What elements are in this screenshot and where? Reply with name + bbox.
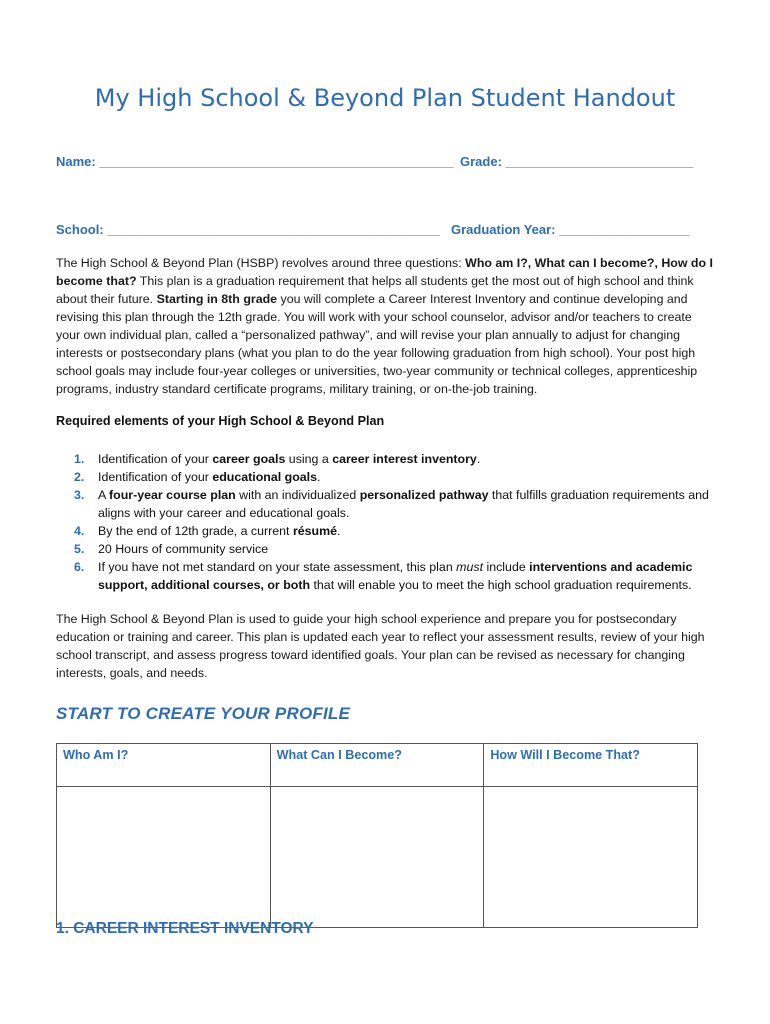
list-bold: career goals	[212, 452, 286, 466]
list-bold: four-year course plan	[109, 488, 236, 502]
intro-text-2: This plan is a graduation requirement that helps all students get the most out of high school and think about their future.	[56, 274, 694, 306]
list-text: that fulfills graduation requirements and aligns with your career and educational goals.	[98, 488, 709, 520]
column-header-how-will-i-become: How Will I Become That?	[484, 744, 698, 787]
list-bold: interventions and academic support, additional courses, or both	[98, 560, 693, 592]
list-text: with an individualized	[235, 488, 360, 502]
list-text: Identification of your	[98, 470, 213, 484]
list-number: 3.	[74, 488, 85, 502]
profile-entry-row	[57, 787, 698, 928]
how-will-i-become-cell[interactable]	[484, 787, 698, 928]
list-number: 4.	[74, 524, 85, 538]
list-bold: educational goals	[212, 470, 317, 484]
list-number: 5.	[74, 542, 85, 556]
list-text: include	[483, 560, 530, 574]
list-bold: career interest inventory	[332, 452, 477, 466]
list-bold: résumé	[292, 524, 338, 538]
list-item	[56, 450, 716, 468]
list-item	[56, 468, 716, 486]
intro-text-3: you will complete a Career Interest Inventory and continue developing and revising this plan through the 12th grade. You will work with your school counselor, advisor and/or teachers to create your own individual plan, called a “personalized pathway”, and will revise your plan annually to adjust for changing interests or postsecondary plans (what you plan to do the year following graduation from high school). Your post high school goals may include four-year colleges or universities, two-year community or technical colleges, apprenticeship programs, industry standard certificate programs, military training, or on-the-job training.	[56, 292, 698, 396]
list-text: .	[337, 524, 341, 538]
school-field: School: ______________________________________________	[56, 222, 440, 237]
list-text: By the end of 12th grade, a current	[98, 524, 293, 538]
list-item	[56, 540, 716, 558]
profile-header-row	[57, 744, 698, 787]
what-can-i-become-cell[interactable]	[270, 787, 484, 928]
list-number: 2.	[74, 470, 85, 484]
list-text: .	[317, 470, 321, 484]
intro-paragraph	[56, 254, 716, 398]
section-heading-career-inventory: 1. CAREER INTEREST INVENTORY	[56, 920, 314, 937]
required-elements-heading: Required elements of your High School & Beyond Plan	[56, 414, 385, 428]
profile-heading: START TO CREATE YOUR PROFILE	[56, 704, 350, 723]
name-field: Name: _________________________________________________	[56, 154, 454, 169]
list-text: .	[476, 452, 481, 466]
list-text: A	[98, 488, 110, 502]
intro-text-1: The High School & Beyond Plan (HSBP) revolves around three questions:	[56, 256, 466, 270]
intro-start-grade: Starting in 8th grade	[156, 292, 278, 306]
list-number: 6.	[74, 560, 85, 574]
graduation-year-field: Graduation Year: __________________	[451, 222, 690, 237]
list-italic: must	[456, 560, 484, 574]
profile-table	[56, 743, 698, 928]
who-am-i-cell[interactable]	[57, 787, 271, 928]
list-text: Identification of your	[98, 452, 213, 466]
page-title: My High School & Beyond Plan Student Handout	[94, 84, 676, 112]
list-text: If you have not met standard on your state assessment, this plan	[98, 560, 457, 574]
list-number: 1.	[74, 452, 85, 466]
column-header-what-can-i-become: What Can I Become?	[270, 744, 484, 787]
list-item	[56, 486, 716, 522]
list-text: that will enable you to meet the high school graduation requirements.	[310, 578, 692, 592]
list-text: using a	[285, 452, 333, 466]
column-header-who-am-i: Who Am I?	[57, 744, 271, 787]
closing-paragraph: The High School & Beyond Plan is used to guide your high school experience and prepare you for postsecondary education or training and career. This plan is updated each year to reflect your assessment results, review of your high school transcript, and assess progress toward identified goals. Your plan can be revised as necessary for changing interests, goals, and needs.	[56, 612, 705, 680]
list-bold: personalized pathway	[359, 488, 489, 502]
list-item	[56, 558, 716, 594]
grade-field: Grade: __________________________	[460, 154, 694, 169]
list-text: 20 Hours of community service	[98, 542, 269, 556]
required-elements-list	[56, 450, 716, 594]
intro-questions: Who am I?, What can I become?, How do I become that?	[56, 256, 713, 288]
list-item	[56, 522, 716, 540]
